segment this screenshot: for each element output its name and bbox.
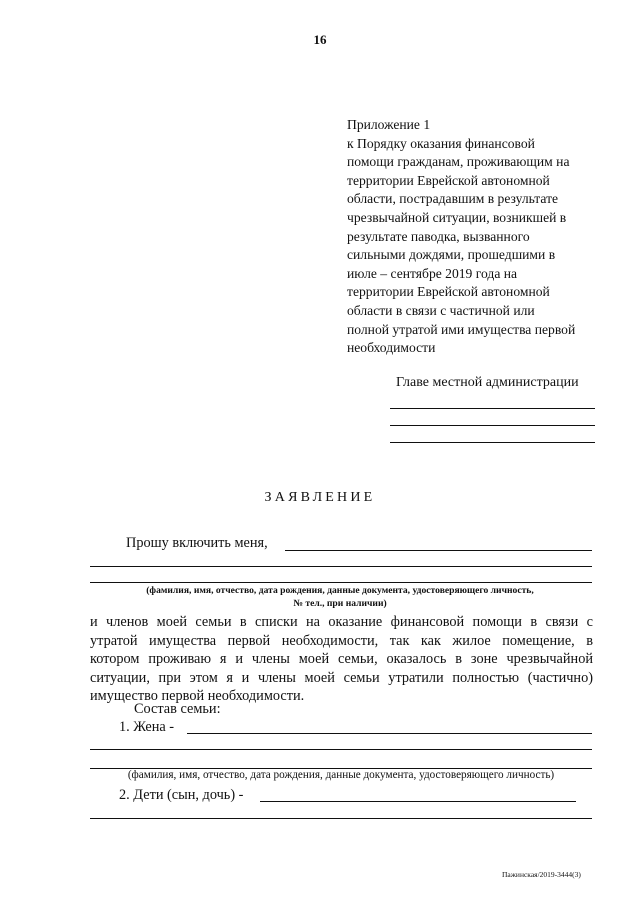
- body-line: имущество первой необходимости.: [90, 688, 305, 705]
- appendix-line: территории Еврейской автономной: [347, 172, 550, 188]
- appendix-line: области, пострадавшим в результате: [347, 191, 559, 207]
- statement-body: [90, 613, 593, 706]
- family-heading: Состав семьи:: [134, 701, 221, 717]
- children-name-line: [260, 801, 576, 802]
- appendix-line: территории Еврейской автономной: [347, 284, 550, 300]
- caption-line: № тел., при наличии): [293, 598, 387, 609]
- family-caption: (фамилия, имя, отчество, дата рождения, данные документа, удостоверяющего личность): [127, 769, 555, 781]
- addressee-blank-line-3: [390, 442, 595, 443]
- children-label: 2. Дети (сын, дочь) -: [119, 787, 244, 803]
- body-line: утратой имущества первой необходимости, так как жилое помещение, в: [90, 632, 593, 649]
- appendix-line: к Порядку оказания финансовой: [347, 135, 535, 151]
- appendix-line: июле – сентябре 2019 года на: [347, 265, 518, 281]
- children-blank-line-2: [90, 818, 592, 819]
- body-line: ситуации, при этом я и члены моей семьи утратили полностью (частично): [90, 669, 593, 686]
- page-number: 16: [313, 32, 327, 47]
- applicant-caption: [90, 584, 590, 610]
- wife-name-line: [187, 733, 592, 734]
- applicant-blank-line-2: [90, 566, 592, 567]
- body-line: котором проживаю я и члены моей семьи, оказалось в зоне чрезвычайной: [90, 651, 593, 668]
- footer-code: Пажинская/2019-3444(3): [502, 870, 581, 879]
- appendix-line: сильными дождями, прошедшими в: [347, 247, 556, 263]
- caption-line: (фамилия, имя, отчество, дата рождения, данные документа, удостоверяющего личность,: [146, 585, 534, 596]
- addressee: Главе местной администрации: [396, 375, 579, 390]
- appendix-block: [347, 116, 617, 358]
- appendix-line: Приложение 1: [347, 117, 431, 132]
- applicant-name-line: [285, 550, 592, 551]
- addressee-blank-line-1: [390, 408, 595, 409]
- addressee-blank-line-2: [390, 425, 595, 426]
- document-title: ЗАЯВЛЕНИЕ: [264, 490, 376, 505]
- wife-label: 1. Жена -: [119, 719, 175, 735]
- applicant-blank-line-3: [90, 582, 592, 583]
- appendix-line: результате паводка, вызванного: [347, 228, 530, 244]
- appendix-line: помощи гражданам, проживающим на: [347, 154, 570, 170]
- appendix-line: полной утратой ими имущества первой: [347, 321, 576, 337]
- appendix-line: необходимости: [347, 340, 436, 356]
- wife-blank-line-2: [90, 749, 592, 750]
- appendix-line: области в связи с частичной или: [347, 302, 535, 318]
- request-text: Прошу включить меня,: [126, 535, 268, 551]
- body-line: и членов моей семьи в списки на оказание финансовой помощи в связи с: [90, 614, 593, 630]
- appendix-line: чрезвычайной ситуации, возникшей в: [347, 209, 567, 225]
